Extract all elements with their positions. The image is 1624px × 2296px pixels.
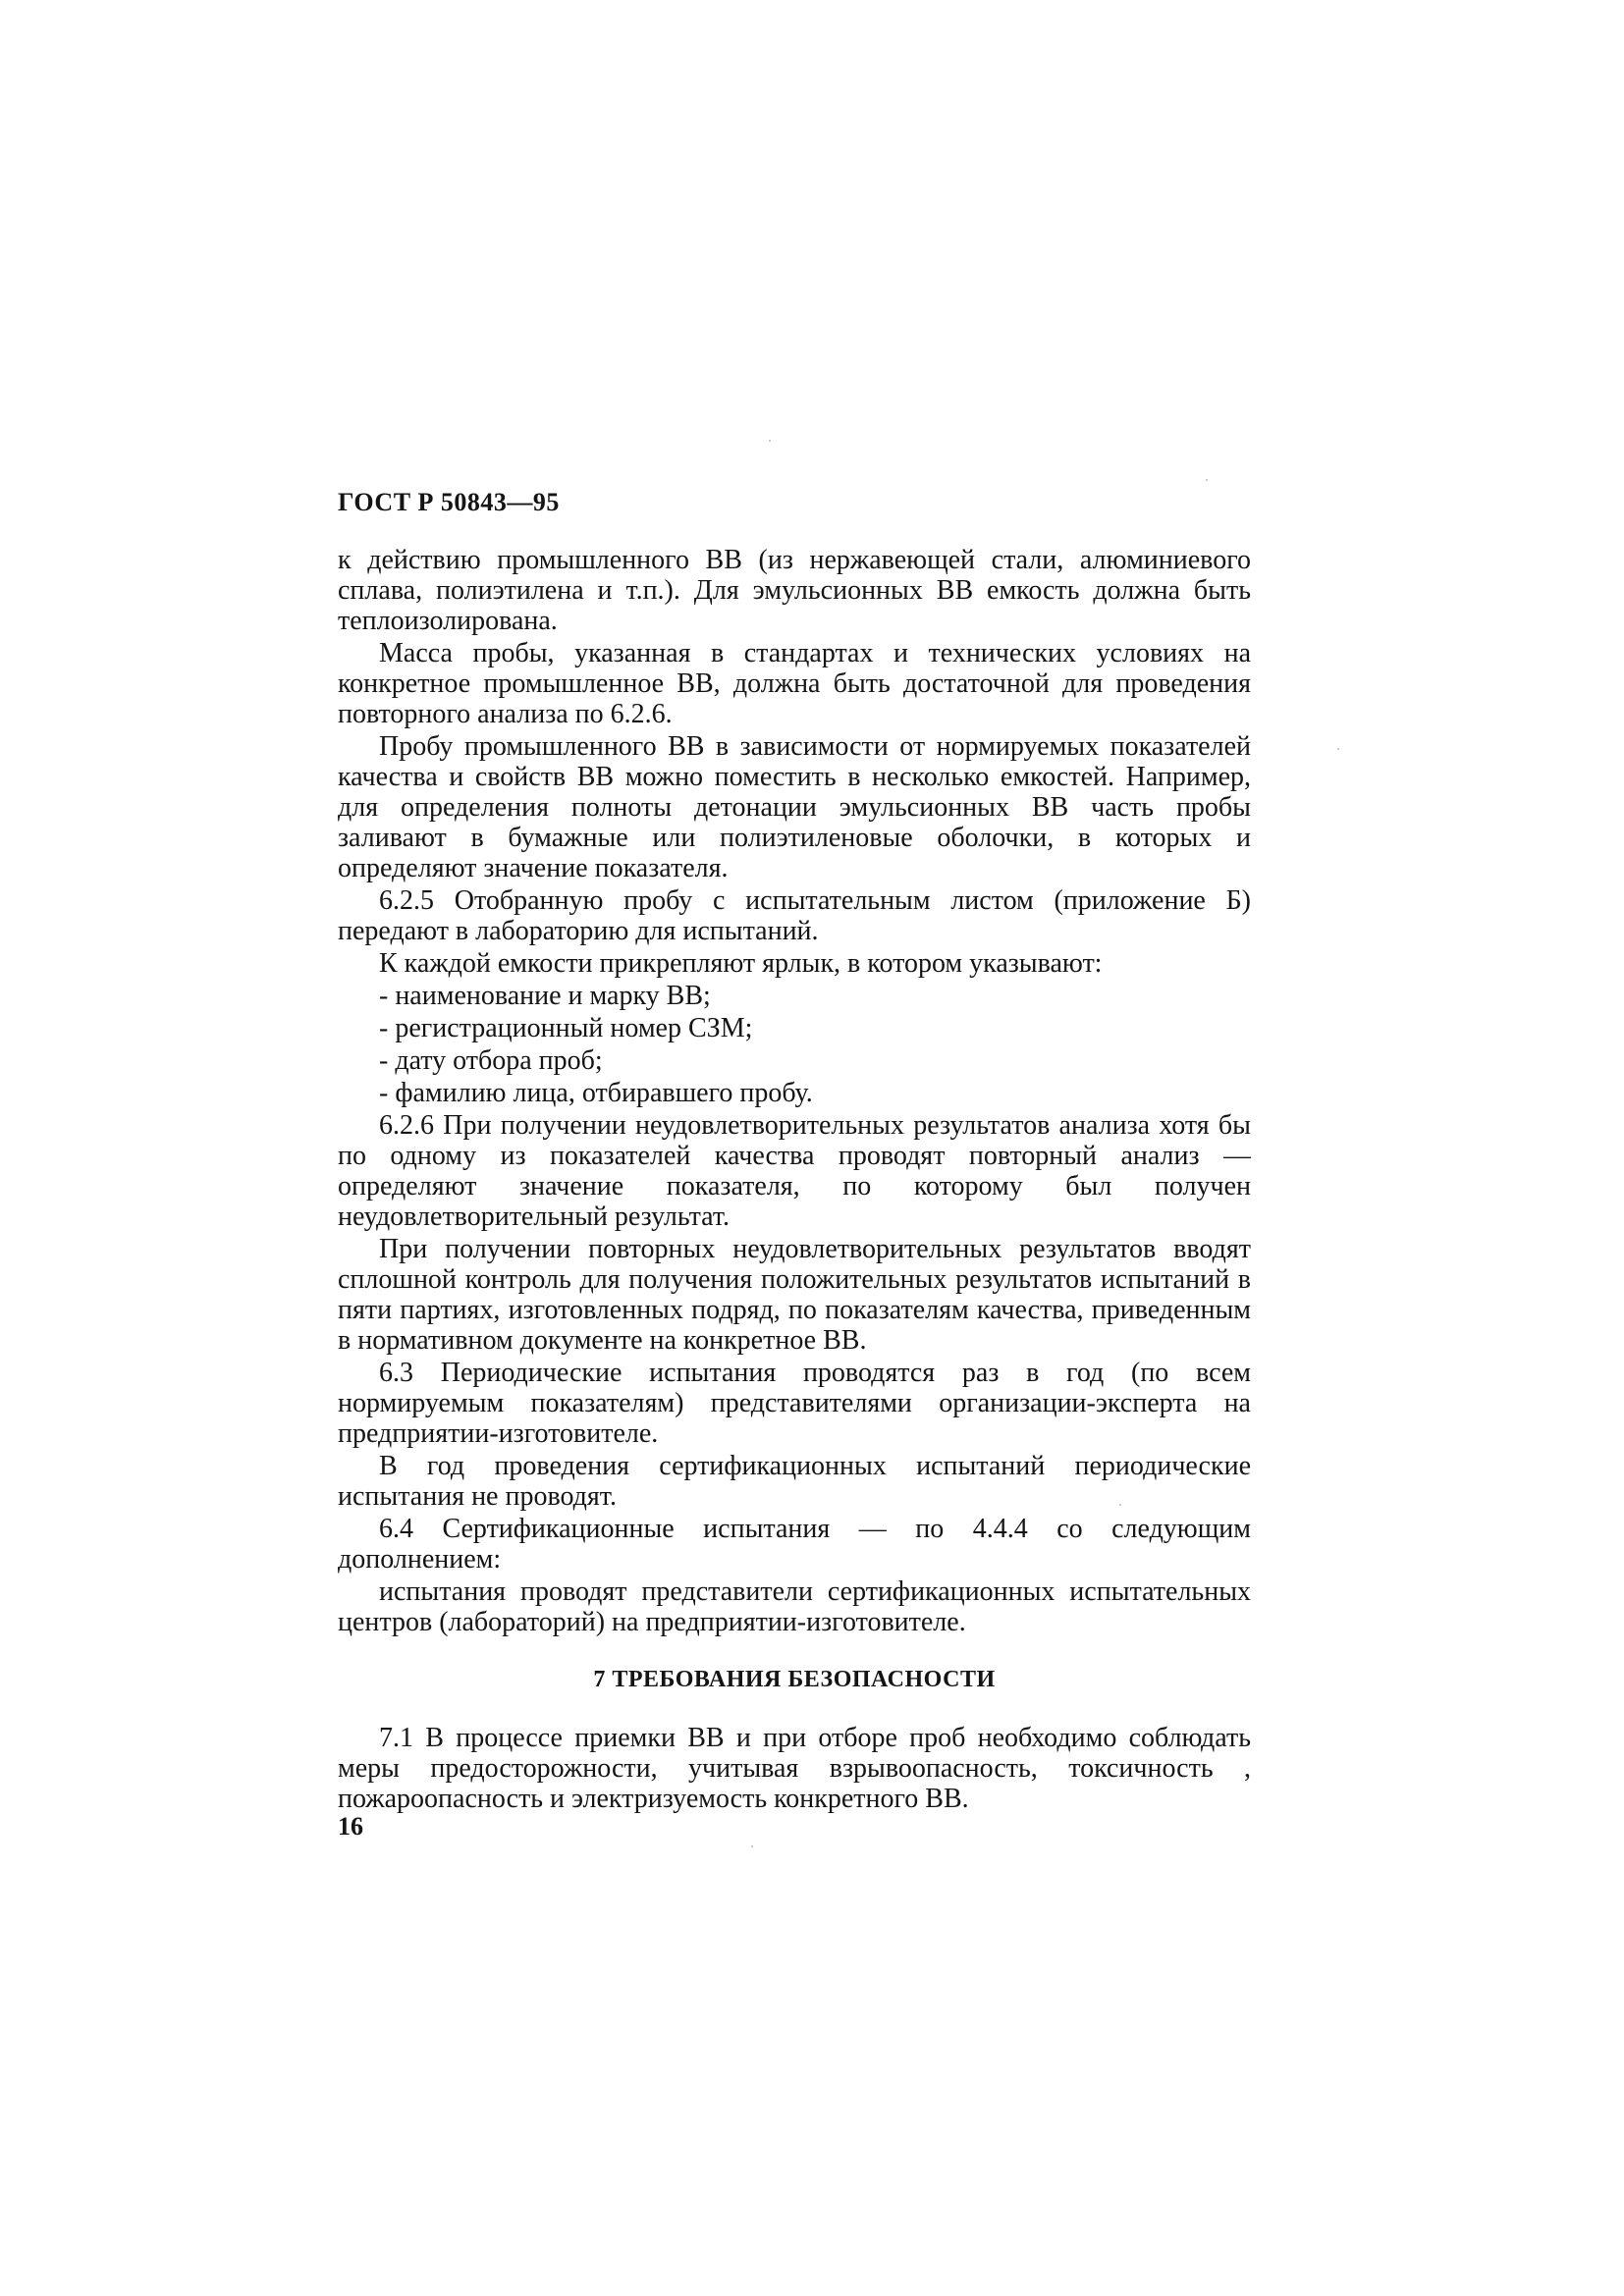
page-number: 16	[338, 1812, 363, 1841]
paragraph-clause-6-3: 6.3 Периодические испытания проводятся раз в год (по всем нормируемым показателям) представителями организации-эксперта на предприятии-изготовителе.	[338, 1358, 1251, 1449]
paragraph-clause-6-4: 6.4 Сертификационные испытания — по 4.4.4 со следующим дополнением:	[338, 1514, 1251, 1575]
scan-speck	[1119, 1504, 1121, 1506]
paragraph-sample-containers: Пробу промышленного ВВ в зависимости от нормируемых показателей качества и свойств ВВ можно поместить в несколько емкостей. Например, для определения полноты детонации эмульсионных ВВ часть пробы заливают в бумажные или полиэтиленовые оболочки, в которых и определяют значение показателя.	[338, 731, 1251, 883]
list-item: - наименование и марку ВВ;	[379, 981, 711, 1011]
scan-speck	[751, 1845, 753, 1847]
paragraph-label-intro: К каждой емкости прикрепляют ярлык, в котором указывают:	[379, 948, 1103, 979]
label-requirements-list	[338, 981, 1251, 1108]
paragraph-repeat-failure: При получении повторных неудовлетворительных результатов вводят сплошной контроль для получения положительных результатов испытаний в пяти партиях, изготовленных подряд, по показателям качества, приведенным в нормативном документе на конкретное ВВ.	[338, 1234, 1251, 1356]
paragraph-container-continuation: к действию промышленного ВВ (из нержавеющей стали, алюминиевого сплава, полиэтилена и т.п.). Для эмульсионных ВВ емкость должна быть теплоизолирована.	[338, 545, 1251, 636]
document-code-header: ГОСТ Р 50843—95	[338, 488, 560, 516]
list-item: - фамилию лица, отбиравшего пробу.	[379, 1078, 813, 1108]
paragraph-sample-mass: Масса пробы, указанная в стандартах и технических условиях на конкретное промышленное ВВ, должна быть достаточной для проведения повторного анализа по 6.2.6.	[338, 638, 1251, 729]
paragraph-certification-centers: испытания проводят представители сертификационных испытательных центров (лабораторий) на предприятии-изготовителе.	[338, 1576, 1251, 1637]
document-body	[338, 545, 1251, 1816]
section-heading-safety: 7 ТРЕБОВАНИЯ БЕЗОПАСНОСТИ	[593, 1667, 996, 1692]
scan-speck	[1337, 748, 1339, 750]
paragraph-clause-7-1: 7.1 В процессе приемки ВВ и при отборе проб необходимо соблюдать меры предосторожности, учитывая взрывоопасность, токсичность , пожароопасность и электризуемость конкретного ВВ.	[338, 1723, 1251, 1814]
list-item: - дату отбора проб;	[379, 1045, 603, 1076]
list-item: - регистрационный номер СЗМ;	[379, 1013, 753, 1043]
paragraph-clause-6-2-5: 6.2.5 Отобранную пробу с испытательным листом (приложение Б) передают в лабораторию для испытаний.	[338, 885, 1251, 946]
paragraph-periodic-exception: В год проведения сертификационных испытаний периодические испытания не проводят.	[338, 1451, 1251, 1512]
scan-speck	[769, 440, 771, 442]
paragraph-clause-6-2-6: 6.2.6 При получении неудовлетворительных результатов анализа хотя бы по одному из показателей качества проводят повторный анализ — определяют значение показателя, по которому был получен неудовлетворительный результат.	[338, 1110, 1251, 1232]
scan-speck	[1206, 479, 1208, 481]
